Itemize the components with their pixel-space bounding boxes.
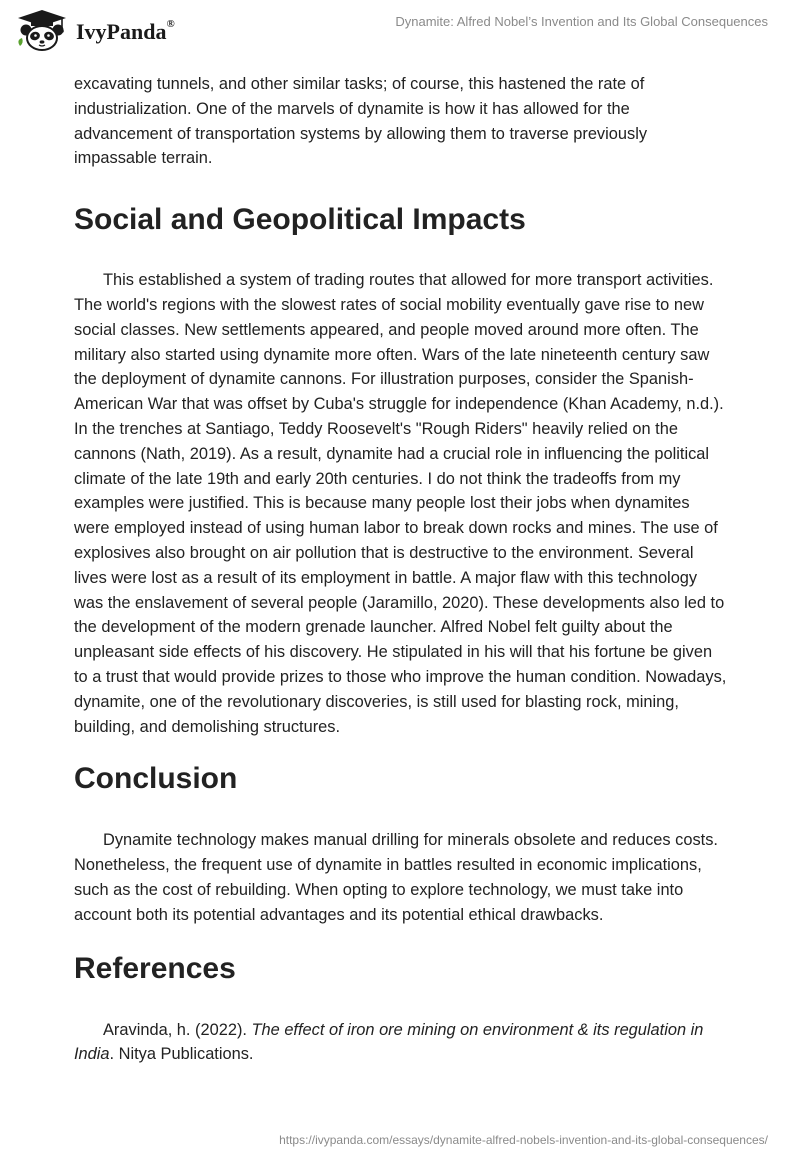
essay-body [74, 72, 728, 1067]
reference-publisher: . Nitya Publications. [109, 1045, 254, 1064]
reference-entry [74, 1018, 728, 1068]
page-header [0, 0, 800, 60]
social-impacts-heading: Social and Geopolitical Impacts [74, 203, 526, 237]
conclusion-heading: Conclusion [74, 762, 238, 796]
document-title: Dynamite: Alfred Nobel’s Invention and Its Global Consequences [395, 14, 768, 29]
reference-authors: Aravinda, h. (2022). [103, 1020, 252, 1039]
brand-name: IvyPanda® [76, 17, 175, 44]
reference-title: The effect of iron ore mining on environment & its regulation in India [74, 1020, 704, 1064]
social-impacts-paragraph: This established a system of trading routes that allowed for more transport activities. The world's regions with the slowest rates of social mobility eventually gave rise to new social classes. New settlements appeared, and people moved around more often. The military also started using dynamite more often. Wars of the late nineteenth century saw the deployment of dynamite cannons. For illustration purposes, consider the Spanish-American War that was offset by Cuba's struggle for independence (Khan Academy, n.d.). In the trenches at Santiago, Teddy Roosevelt's "Rough Riders" heavily relied on the cannons (Nath, 2019). As a result, dynamite had a crucial role in influencing the political climate of the late 19th and early 20th centuries. I do not think the tradeoffs from my examples were justified. This is because many people lost their jobs when dynamites were employed instead of using human labor to break down rocks and mines. The use of explosives also brought on air pollution that is destructive to the environment. Several lives were lost as a result of its employment in battle. A major flaw with this technology was the enslavement of several people (Jaramillo, 2020). These developments also led to the development of the modern grenade launcher. Alfred Nobel felt guilty about the unpleasant side effects of his discovery. He stipulated in his will that his fortune be given to a trust that would provide prizes to those who improve the human condition. Nowadays, dynamite, one of the revolutionary discoveries, is still used for blasting rock, mining, building, and demolishing structures. [74, 271, 727, 736]
panda-graduate-icon [14, 8, 70, 52]
source-url[interactable]: https://ivypanda.com/essays/dynamite-alfred-nobels-invention-and-its-global-consequences/ [279, 1133, 768, 1147]
brand-logo[interactable] [14, 8, 175, 52]
intro-paragraph: excavating tunnels, and other similar tasks; of course, this hastened the rate of industrialization. One of the marvels of dynamite is how it has allowed for the advancement of transportation systems by allowing them to traverse previously impassable terrain. [74, 75, 648, 168]
references-heading: References [74, 951, 236, 985]
conclusion-paragraph: Dynamite technology makes manual drilling for minerals obsolete and reduces costs. Nonetheless, the frequent use of dynamite in battles resulted in economic implications, such as the cost of rebuilding. When opting to explore technology, we must take into account both its potential advantages and its potential ethical drawbacks. [74, 831, 718, 924]
